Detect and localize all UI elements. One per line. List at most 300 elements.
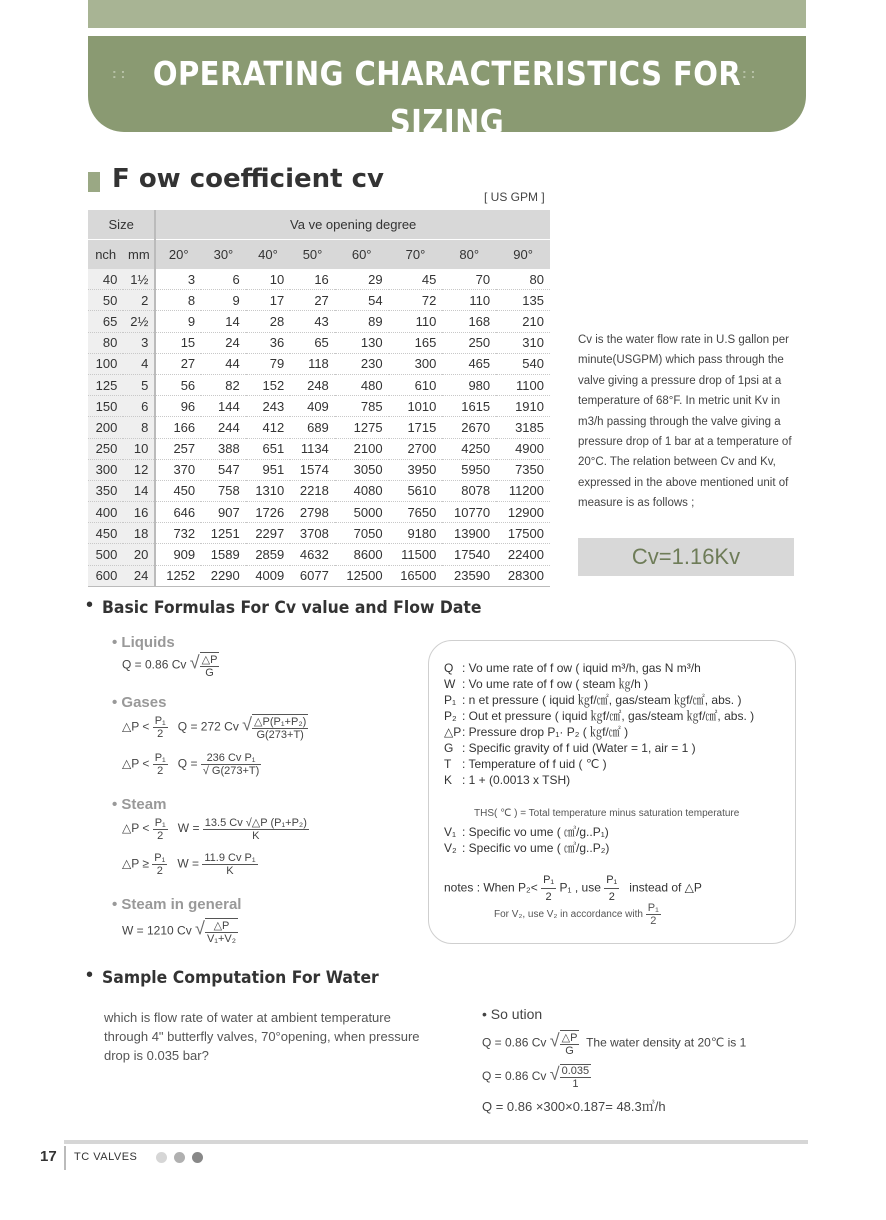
cv-value-cell: 1100 [496, 374, 550, 395]
size-mm-cell: 5 [123, 374, 155, 395]
size-inch-cell: 65 [88, 311, 123, 332]
legend-symbol: Q [444, 661, 454, 675]
cv-value-cell: 3708 [290, 523, 335, 544]
heading-bullet: • [86, 964, 94, 986]
footer-brand: TC VALVES [74, 1151, 138, 1163]
cv-value-cell: 36 [246, 332, 291, 353]
solution-label: • So ution [482, 1006, 543, 1022]
cv-value-cell: 70 [442, 269, 496, 290]
size-inch-cell: 450 [88, 523, 123, 544]
legend-item [444, 676, 754, 692]
size-mm-cell: 18 [123, 523, 155, 544]
cv-value-cell: 17540 [442, 544, 496, 565]
sqrt-sign: √ [242, 714, 253, 735]
cv-value-cell: 45 [389, 269, 443, 290]
legend-definition: : Specific vo ume ( ㎤/g..P₂) [462, 841, 610, 855]
cv-value-cell: 450 [155, 480, 201, 501]
cv-value-cell: 2700 [389, 438, 443, 459]
cv-value-cell: 5000 [335, 502, 389, 523]
table-row [88, 544, 550, 565]
cv-value-cell: 243 [246, 396, 291, 417]
cv-formula: Cv=1.16Kv [578, 538, 794, 576]
page-title: OPERATING CHARACTERISTICS FOR SIZING [152, 54, 742, 141]
formula-lhs: Q = 0.86 Cv [482, 1069, 547, 1084]
size-mm-cell: 1½ [123, 269, 155, 290]
sqrt-sign: √ [195, 918, 205, 939]
legend-definition: : Specific gravity of f uid (Water = 1, air = 1 ) [462, 741, 696, 755]
cv-value-cell: 14 [201, 311, 246, 332]
legend-symbol: W [444, 677, 456, 691]
cv-value-cell: 72 [389, 290, 443, 311]
frac-den: 2 [650, 915, 657, 927]
legend-item [444, 660, 754, 676]
table-row [88, 417, 550, 438]
legend-symbol: V₂ [444, 841, 457, 855]
cv-value-cell: 651 [246, 438, 291, 459]
steam-general-label: • Steam in general [112, 896, 242, 913]
steam-label: • Steam [112, 796, 167, 813]
cv-value-cell: 388 [201, 438, 246, 459]
cv-value-cell: 785 [335, 396, 389, 417]
size-inch-cell: 40 [88, 269, 123, 290]
formula-lhs: Q = [177, 756, 198, 771]
section-marker [88, 172, 100, 192]
size-inch-cell: 400 [88, 502, 123, 523]
cv-value-cell: 28300 [496, 565, 550, 586]
footer-divider [64, 1146, 66, 1170]
cv-value-cell: 4632 [290, 544, 335, 565]
liquids-label: • Liquids [112, 634, 175, 651]
size-inch-cell: 500 [88, 544, 123, 565]
sqrt-sign: √ [189, 652, 200, 673]
cv-value-cell: 7650 [389, 502, 443, 523]
frac-num: 11.9 Cv P₁ [204, 852, 256, 864]
cv-value-cell: 8078 [442, 480, 496, 501]
table-row [88, 269, 550, 290]
section-title: F ow coefficient cv [112, 164, 384, 194]
cv-value-cell: 907 [201, 502, 246, 523]
cv-value-cell: 465 [442, 353, 496, 374]
solution-line-1 [482, 1030, 746, 1057]
legend-definition: : Temperature of f uid ( ℃ ) [462, 757, 607, 771]
cv-value-cell: 1574 [290, 459, 335, 480]
cv-value-cell: 29 [335, 269, 389, 290]
column-header: 80° [442, 240, 496, 270]
cv-value-cell: 3185 [496, 417, 550, 438]
notes-prefix: notes : When P₂< [444, 880, 538, 895]
cv-value-cell: 2297 [246, 523, 291, 544]
cv-value-cell: 300 [389, 353, 443, 374]
condition: △P < [122, 821, 150, 836]
frac-den: 2 [157, 829, 164, 842]
table-row [88, 311, 550, 332]
size-mm-cell: 3 [123, 332, 155, 353]
cv-value-cell: 9180 [389, 523, 443, 544]
cv-value-cell: 610 [389, 374, 443, 395]
heading-bullet: • [86, 594, 94, 616]
size-inch-cell: 250 [88, 438, 123, 459]
cv-value-cell: 2798 [290, 502, 335, 523]
frac-den: 2 [157, 728, 164, 740]
cv-value-cell: 250 [442, 332, 496, 353]
frac-num: 236 Cv P₁ [201, 752, 261, 765]
cv-value-cell: 2670 [442, 417, 496, 438]
size-inch-cell: 150 [88, 396, 123, 417]
sample-question: which is flow rate of water at ambient temperature through 4" butterfly valves, 70°opening, when pressure drop is 0.035 bar? [104, 1010, 420, 1063]
solution-line-2 [482, 1064, 591, 1090]
cv-table-body [88, 269, 550, 586]
cv-table [88, 210, 550, 587]
cv-value-cell: 96 [155, 396, 201, 417]
size-inch-cell: 100 [88, 353, 123, 374]
cv-value-cell: 11200 [496, 480, 550, 501]
formula-lhs: Q = 0.86 Cv [482, 1035, 547, 1050]
formula-lhs: Q = 272 Cv [177, 719, 239, 734]
cv-value-cell: 11500 [389, 544, 443, 565]
size-mm-cell: 2½ [123, 311, 155, 332]
frac-num: △P [201, 654, 218, 666]
size-inch-cell: 200 [88, 417, 123, 438]
cv-value-cell: 7350 [496, 459, 550, 480]
legend-symbol: K [444, 773, 453, 787]
size-header: Size [88, 210, 155, 240]
cv-value-cell: 9 [201, 290, 246, 311]
frac-num: 0.035 [561, 1065, 590, 1077]
legend-definition: : Specific vo ume ( ㎤/g..P₁) [462, 825, 609, 839]
solution-line-3: Q = 0.86 ×300×0.187= 48.3㎥/h [482, 1099, 666, 1114]
cv-value-cell: 1715 [389, 417, 443, 438]
legend-symbol: V₁ [444, 825, 457, 839]
cv-value-cell: 248 [290, 374, 335, 395]
cv-value-cell: 22400 [496, 544, 550, 565]
cv-value-cell: 24 [201, 332, 246, 353]
cv-value-cell: 16 [290, 269, 335, 290]
cv-value-cell: 144 [201, 396, 246, 417]
banner-dots-left: :: [112, 65, 130, 81]
cv-value-cell: 1589 [201, 544, 246, 565]
column-header: 20° [155, 240, 201, 270]
size-mm-cell: 6 [123, 396, 155, 417]
cv-value-cell: 16500 [389, 565, 443, 586]
column-header: nch [88, 240, 123, 270]
column-header: 30° [201, 240, 246, 270]
cv-value-cell: 152 [246, 374, 291, 395]
table-row [88, 459, 550, 480]
frac-num: △P [205, 919, 238, 933]
size-inch-cell: 300 [88, 459, 123, 480]
column-header: mm [123, 240, 155, 270]
cv-value-cell: 5950 [442, 459, 496, 480]
cv-value-cell: 17 [246, 290, 291, 311]
cv-value-cell: 23590 [442, 565, 496, 586]
cv-value-cell: 10770 [442, 502, 496, 523]
steam-formula-2 [122, 852, 258, 877]
cv-value-cell: 370 [155, 459, 201, 480]
symbol-legend-list [444, 660, 754, 788]
footer-dot [174, 1152, 185, 1163]
cv-value-cell: 758 [201, 480, 246, 501]
cv-value-cell: 4250 [442, 438, 496, 459]
gases-formula-1 [122, 714, 308, 741]
legend-item [444, 756, 754, 772]
cv-value-cell: 244 [201, 417, 246, 438]
cv-value-cell: 257 [155, 438, 201, 459]
liquids-formula [122, 652, 219, 679]
cv-value-cell: 646 [155, 502, 201, 523]
legend-item [444, 740, 754, 756]
footer-dot [156, 1152, 167, 1163]
size-inch-cell: 125 [88, 374, 123, 395]
cv-value-cell: 310 [496, 332, 550, 353]
cv-value-cell: 540 [496, 353, 550, 374]
cv-value-cell: 1251 [201, 523, 246, 544]
cv-value-cell: 409 [290, 396, 335, 417]
legend-definition: : Vo ume rate of f ow ( iquid m³/h, gas N m³/h [462, 661, 701, 675]
cv-value-cell: 56 [155, 374, 201, 395]
table-row [88, 565, 550, 586]
cv-value-cell: 12500 [335, 565, 389, 586]
cv-value-cell: 80 [496, 269, 550, 290]
legend-definition: : Out et pressure ( iquid ㎏f/㎠, gas/steam ㎏f/㎠, abs. ) [462, 709, 755, 723]
column-header: 40° [246, 240, 291, 270]
cv-value-cell: 5610 [389, 480, 443, 501]
unit-note: [ US GPM ] [484, 190, 545, 204]
cv-value-cell: 10 [246, 269, 291, 290]
cv-value-cell: 110 [442, 290, 496, 311]
cv-value-cell: 27 [155, 353, 201, 374]
cv-value-cell: 8 [155, 290, 201, 311]
legend-symbol: G [444, 741, 454, 755]
frac-num: P₁ [154, 816, 166, 829]
legend-symbol: P₂ [444, 709, 457, 723]
cv-value-cell: 135 [496, 290, 550, 311]
condition: △P < [122, 719, 150, 734]
size-mm-cell: 14 [123, 480, 155, 501]
frac-num: P₁ [154, 852, 166, 864]
legend-item [444, 840, 609, 856]
frac-num: P₁ [604, 872, 619, 889]
cv-value-cell: 12900 [496, 502, 550, 523]
cv-value-cell: 909 [155, 544, 201, 565]
cv-value-cell: 1910 [496, 396, 550, 417]
frac-num: P₁ [154, 752, 166, 764]
footer-rule [64, 1140, 808, 1144]
frac-den: K [226, 865, 234, 877]
sample-heading: Sample Computation For Water [102, 968, 379, 988]
table-row [88, 374, 550, 395]
size-mm-cell: 2 [123, 290, 155, 311]
cv-value-cell: 168 [442, 311, 496, 332]
cv-value-cell: 65 [290, 332, 335, 353]
cv-value-cell: 82 [201, 374, 246, 395]
ths-note: THS( ℃ ) = Total temperature minus saturation temperature [474, 808, 740, 819]
cv-value-cell: 2290 [201, 565, 246, 586]
size-mm-cell: 10 [123, 438, 155, 459]
cv-value-cell: 689 [290, 417, 335, 438]
notes-line-2 [494, 902, 661, 927]
cv-value-cell: 230 [335, 353, 389, 374]
legend-definition: : Vo ume rate of f ow ( steam ㎏/h ) [462, 677, 649, 691]
table-row [88, 438, 550, 459]
formula-lhs: W = [177, 856, 200, 871]
header-top-strip [88, 0, 806, 28]
cv-value-cell: 44 [201, 353, 246, 374]
legend-item [444, 692, 754, 708]
column-header: 70° [389, 240, 443, 270]
cv-value-cell: 210 [496, 311, 550, 332]
gases-label: • Gases [112, 694, 167, 711]
cv-value-cell: 4009 [246, 565, 291, 586]
table-row [88, 523, 550, 544]
cv-value-cell: 2859 [246, 544, 291, 565]
cv-value-cell: 951 [246, 459, 291, 480]
size-mm-cell: 24 [123, 565, 155, 586]
frac-num: △P [561, 1032, 578, 1044]
legend-definition: : n et pressure ( iquid ㎏f/㎠, gas/steam ㎏f/㎠, abs. ) [462, 693, 742, 707]
cv-value-cell: 1310 [246, 480, 291, 501]
cv-value-cell: 480 [335, 374, 389, 395]
legend-symbol: T [444, 757, 452, 771]
cv-value-cell: 28 [246, 311, 291, 332]
table-row [88, 290, 550, 311]
steam-formula-1 [122, 816, 309, 842]
cv-value-cell: 8600 [335, 544, 389, 565]
cv-value-cell: 79 [246, 353, 291, 374]
legend-item [444, 724, 754, 740]
sqrt-sign: √ [549, 1064, 560, 1085]
frac-num: P₁ [647, 902, 659, 914]
legend-definition: : Pressure drop P₁· P₂ ( ㎏f/㎠ ) [462, 725, 629, 739]
frac-num: 13.5 Cv √△P (P₁+P₂) [204, 817, 307, 829]
size-inch-cell: 600 [88, 565, 123, 586]
formula-lhs: W = [177, 821, 200, 836]
cv-value-cell: 89 [335, 311, 389, 332]
table-row [88, 396, 550, 417]
frac-den: G [565, 1045, 574, 1057]
cv-value-cell: 1615 [442, 396, 496, 417]
cv-value-cell: 130 [335, 332, 389, 353]
size-inch-cell: 80 [88, 332, 123, 353]
frac-den: 2 [157, 765, 164, 777]
table-row [88, 502, 550, 523]
condition: △P ≥ [122, 856, 149, 871]
column-header: 60° [335, 240, 389, 270]
cv-value-cell: 54 [335, 290, 389, 311]
cv-value-cell: 165 [389, 332, 443, 353]
notes-mid: P₁ , use [559, 880, 601, 895]
table-row [88, 353, 550, 374]
size-mm-cell: 4 [123, 353, 155, 374]
frac-den: G [205, 667, 214, 679]
cv-value-cell: 4080 [335, 480, 389, 501]
footer-dot [192, 1152, 203, 1163]
basic-formulas-heading: Basic Formulas For Cv value and Flow Date [102, 598, 482, 618]
density-note: The water density at 20℃ is 1 [586, 1035, 747, 1050]
table-row [88, 480, 550, 501]
cv-value-cell: 3950 [389, 459, 443, 480]
cv-value-cell: 17500 [496, 523, 550, 544]
cv-value-cell: 4900 [496, 438, 550, 459]
frac-den: √ G(273+T) [202, 765, 260, 777]
cv-value-cell: 166 [155, 417, 201, 438]
notes-line2-text: For V₂, use V₂ in accordance with [494, 909, 643, 921]
notes-suffix: instead of △P [629, 880, 702, 895]
cv-value-cell: 15 [155, 332, 201, 353]
cv-value-cell: 118 [290, 353, 335, 374]
cv-value-cell: 6077 [290, 565, 335, 586]
opening-header: Va ve opening degree [155, 210, 550, 240]
cv-value-cell: 412 [246, 417, 291, 438]
cv-value-cell: 1010 [389, 396, 443, 417]
cv-value-cell: 547 [201, 459, 246, 480]
column-header: 50° [290, 240, 335, 270]
size-mm-cell: 16 [123, 502, 155, 523]
frac-num: P₁ [541, 872, 556, 889]
cv-value-cell: 1726 [246, 502, 291, 523]
cv-value-cell: 13900 [442, 523, 496, 544]
steam-general-formula [122, 918, 238, 945]
condition: △P < [122, 756, 150, 771]
frac-num: △P(P₁+P₂) [254, 716, 307, 728]
gases-formula-2 [122, 752, 261, 777]
banner-dots-right: :: [742, 65, 760, 81]
cv-value-cell: 3050 [335, 459, 389, 480]
size-mm-cell: 12 [123, 459, 155, 480]
table-row [88, 332, 550, 353]
cv-value-cell: 2218 [290, 480, 335, 501]
legend-symbol: △P [444, 725, 462, 739]
frac-den: 2 [156, 865, 163, 877]
legend-item [444, 824, 609, 840]
frac-num: P₁ [154, 715, 166, 727]
cv-value-cell: 110 [389, 311, 443, 332]
frac-den: 2 [545, 891, 552, 903]
size-mm-cell: 20 [123, 544, 155, 565]
frac-den: V₁+V₂ [206, 933, 237, 945]
cv-value-cell: 732 [155, 523, 201, 544]
size-inch-cell: 350 [88, 480, 123, 501]
cv-value-cell: 9 [155, 311, 201, 332]
size-mm-cell: 8 [123, 417, 155, 438]
legend-symbol: P₁ [444, 693, 457, 707]
cv-description: Cv is the water flow rate in U.S gallon per minute(USGPM) which pass through the valve giving a pressure drop of 1psi at a temperature of 68°F. In metric unit Kv in m3/h passing through the valve giving a pressure drop of 1 bar at a temperature of 20°C. The relation between Cv and Kv, expressed in the above mentioned unit of measure is as follows ; [578, 334, 792, 510]
frac-den: K [252, 830, 260, 842]
cv-value-cell: 7050 [335, 523, 389, 544]
sqrt-sign: √ [549, 1030, 560, 1051]
cv-value-cell: 2100 [335, 438, 389, 459]
notes-line-1 [444, 872, 702, 905]
legend-definition: : 1 + (0.0013 x TSH) [462, 773, 571, 787]
symbol-legend-list-2 [444, 824, 609, 856]
column-header: 90° [496, 240, 550, 270]
frac-den: G(273+T) [256, 729, 304, 741]
cv-value-cell: 3 [155, 269, 201, 290]
frac-den: 2 [608, 891, 615, 903]
page-number: 17 [40, 1148, 57, 1165]
formula-lhs: Q = 0.86 Cv [122, 657, 187, 672]
formula-lhs: W = 1210 Cv [122, 923, 192, 938]
cv-value-cell: 1252 [155, 565, 201, 586]
legend-item [444, 772, 754, 788]
frac-den: 1 [572, 1078, 579, 1090]
column-header-row [88, 240, 550, 270]
cv-value-cell: 43 [290, 311, 335, 332]
cv-value-cell: 1275 [335, 417, 389, 438]
cv-value-cell: 980 [442, 374, 496, 395]
size-inch-cell: 50 [88, 290, 123, 311]
cv-value-cell: 6 [201, 269, 246, 290]
cv-value-cell: 27 [290, 290, 335, 311]
